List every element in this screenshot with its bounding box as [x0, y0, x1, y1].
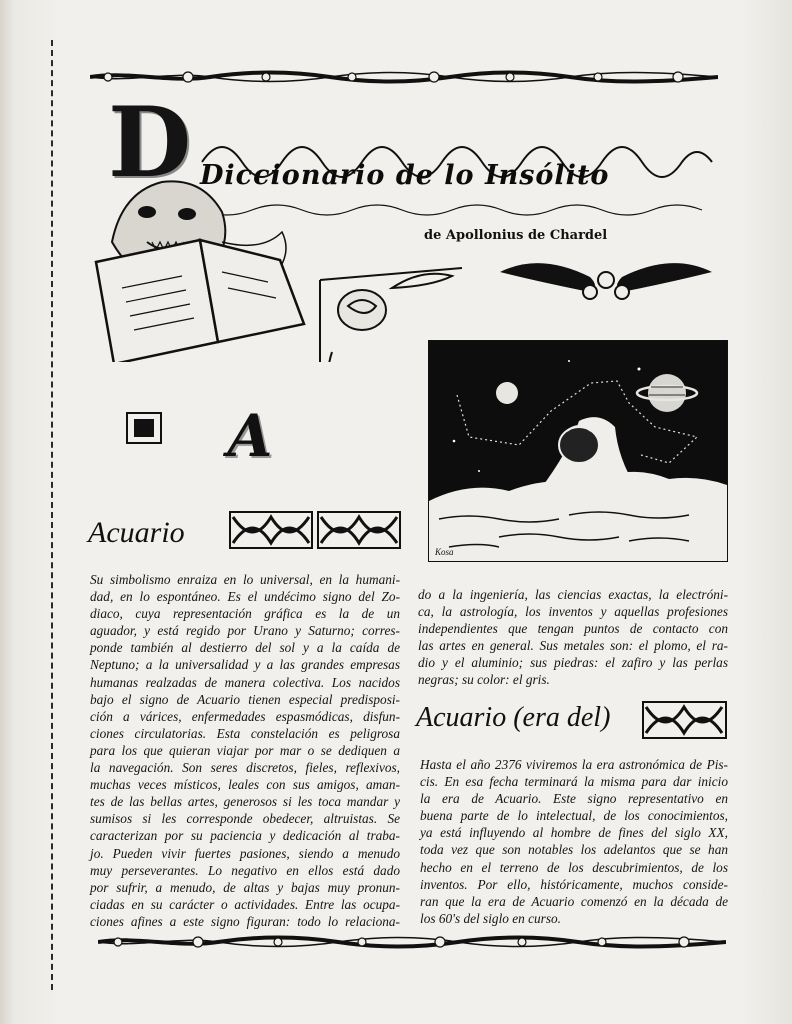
text-line: ciones afines a este signo figuran: todo lo relaciona- — [90, 913, 400, 929]
acuario-era-heading: Acuario (era del) — [416, 702, 611, 733]
text-line: ran que la era de Acuario comenzó en la década de — [420, 893, 728, 909]
text-line: bajo el signo de Acuario tienen especial predisposi- — [90, 691, 400, 707]
section-letter: A — [227, 402, 273, 470]
text-line: buena parte de lo intelectual, de los conocimientos, — [420, 808, 728, 824]
text-line: aguador, y está regido por Urano y Saturno; corres- — [90, 623, 400, 639]
text-line: hecho en el terreno de los descubrimientos, de los — [420, 859, 728, 875]
text-line: dio y el aluminio; sus piedras: el zafiro y las perlas — [418, 655, 728, 671]
celtic-knot-icon — [229, 511, 313, 549]
text-line: la navegación. Son seres discretos, fieles, reflexivos, — [90, 760, 400, 776]
aquarius-illustration — [428, 340, 728, 562]
text-line: cis. En esa fecha terminará la misma para dar inicio — [420, 774, 728, 790]
text-line: ción a várices, enfermedades espasmódicas, disfun- — [90, 708, 400, 724]
acuario-body-continued — [418, 586, 728, 689]
text-line: para los que quieran viajar por mar o se dediquen a — [90, 742, 400, 758]
saturn-icon — [637, 374, 697, 412]
text-line: toda vez que son notables los adelantos que se han — [420, 842, 728, 858]
acuario-heading: Acuario — [88, 516, 185, 549]
text-line: ca, la astrología, los inventos y aquellas profesiones — [418, 604, 728, 620]
text-line: Hasta el año 2376 viviremos la era astronómica de Pis- — [420, 757, 728, 772]
text-line: diaco, cuya representación gráfica es la de un — [90, 606, 400, 622]
text-line: muchas veces místicos, leales con sus amigos, aman- — [90, 777, 400, 793]
celtic-knot-icon — [642, 701, 727, 739]
section-square-ornament — [126, 412, 162, 444]
text-line: las artes en general. Sus metales son: el plomo, el ra- — [418, 638, 728, 654]
book-icon — [96, 240, 304, 362]
text-line: humanas realzadas de manera colectiva. Los nacidos — [90, 674, 400, 690]
acuario-body — [90, 571, 400, 930]
text-line: negras; su color: el gris. — [418, 672, 550, 688]
text-line: caracterizan por su paciencia y dedicación al traba- — [90, 828, 400, 844]
top-vine-border-icon — [90, 70, 718, 84]
wing-ornament-icon — [500, 263, 712, 299]
text-line: la era de Acuario. Este signo representativo en — [420, 791, 728, 807]
text-line: por sufrir, a menudo, de altas y bajas muy pronun- — [90, 879, 400, 895]
text-line: ponde también al destierro del sol y a la caída de — [90, 640, 400, 656]
text-line: muy perseverantes. Lo negativo en ellos está dado — [90, 862, 400, 878]
text-line: Neptuno; a la universalidad y a las grandes empresas — [90, 657, 400, 673]
text-line: Su simbolismo enraiza en lo universal, en la humani- — [90, 572, 400, 587]
text-line: independientes que tengan puntos de contacto con — [418, 621, 728, 637]
masthead-drop-cap: D — [108, 86, 193, 199]
margin-dashed-rule — [51, 40, 53, 990]
masthead-byline: de Apollonius de Chardel — [424, 228, 608, 243]
masthead-title — [108, 86, 730, 199]
text-line: ciones circulatorias. Esta constelación es peligrosa — [90, 725, 400, 741]
bottom-vine-border-icon — [98, 935, 726, 949]
illustration-signature: Kosa — [435, 547, 454, 557]
text-line: tes de las bellas artes, generosos si les toca mandar y — [90, 794, 400, 810]
celtic-knot-icon — [317, 511, 401, 549]
text-line: ciadas en su carácter o actividades. Entre las ocupa- — [90, 896, 400, 912]
text-line: ya está influyendo al hombre de fines del siglo XX, — [420, 825, 728, 841]
text-line: do a la ingeniería, las ciencias exactas, la electróni- — [418, 587, 728, 602]
acuario-era-body — [420, 756, 728, 927]
moon-icon — [496, 382, 518, 404]
text-line: los 60's del siglo en curso. — [420, 910, 561, 926]
text-line: jo. Pueden vivir fuertes pasiones, siendo a menudo — [90, 845, 400, 861]
text-line: dad, en lo espontáneo. Es el undécimo signo del Zo- — [90, 589, 400, 605]
text-line: inventos. Por ello, históricamente, muchos conside- — [420, 876, 728, 892]
masthead-title-text: Diccionario de lo Insólito — [200, 160, 610, 191]
text-line: sumisos si les corresponde obedecer, altruistas. Se — [90, 811, 400, 827]
